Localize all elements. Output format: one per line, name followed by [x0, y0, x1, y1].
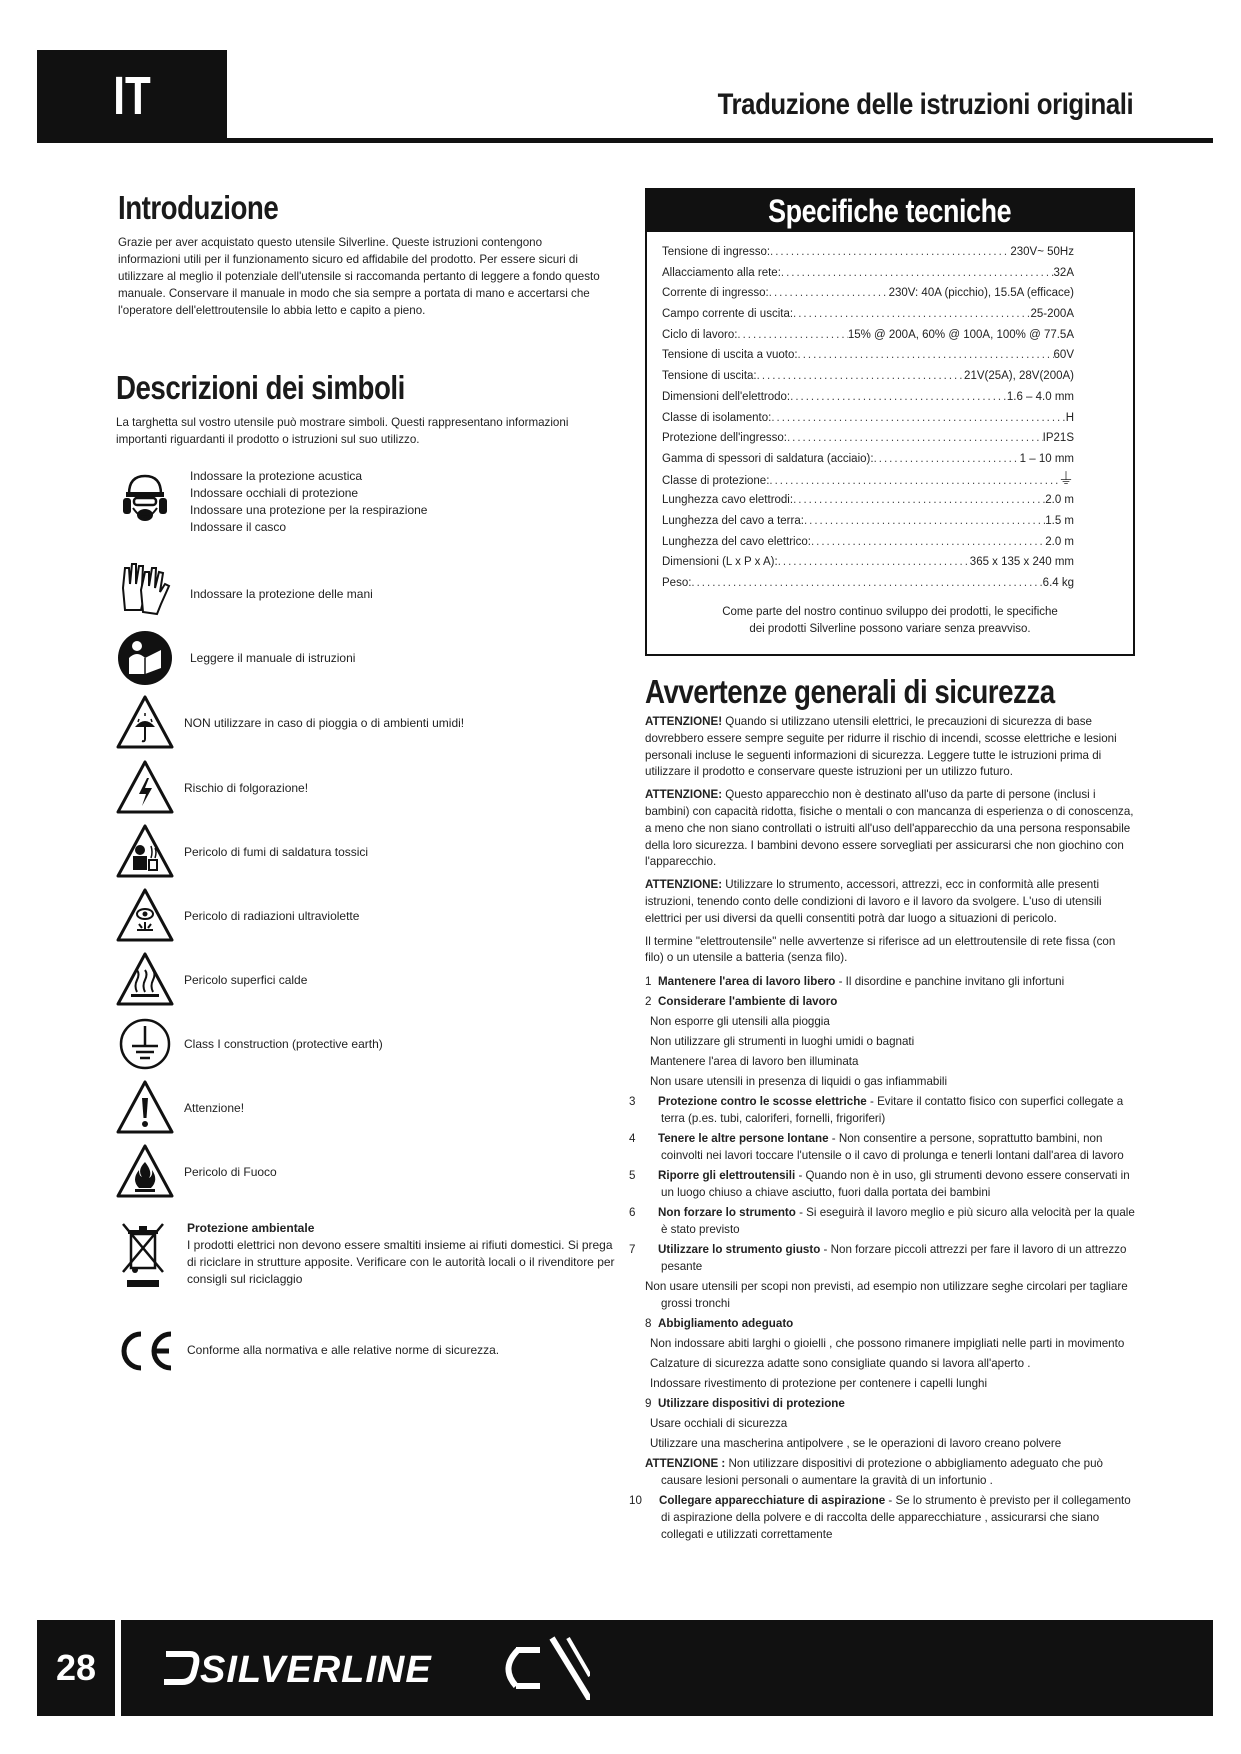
- spec-value: 365 x 135 x 240 mm: [969, 556, 1074, 569]
- item-subline: [645, 1455, 1135, 1489]
- item-title: Tenere le altre persone lontane: [658, 1132, 829, 1146]
- item-number: 3: [629, 1095, 636, 1109]
- spec-value: 25-200A: [1030, 308, 1074, 321]
- spec-value: 1 – 10 mm: [1019, 452, 1074, 465]
- symbol-line: consigli sul riciclaggio: [187, 1272, 303, 1286]
- spec-label: Lunghezza cavo elettrodi:: [662, 494, 794, 507]
- item-text: - Si eseguirà il lavoro meglio e più sicuro alla velocità per la quale è stato previsto: [661, 1206, 1135, 1237]
- protective-earth-icon: [115, 1014, 175, 1074]
- item-title: Utilizzare lo strumento giusto: [658, 1243, 821, 1257]
- spec-value: IP21S: [1042, 432, 1074, 445]
- hot-surface-icon: [115, 950, 175, 1010]
- ppe-head-icon: [115, 468, 175, 528]
- spec-value: 230V: 40A (picchio), 15.5A (efficace): [888, 287, 1074, 300]
- safety-item: [645, 993, 1135, 1010]
- spec-row: [662, 387, 1074, 408]
- item-title: Utilizzare dispositivi di protezione: [658, 1397, 845, 1411]
- spec-row: [662, 428, 1074, 449]
- item-title: Protezione contro le scosse elettriche: [658, 1095, 867, 1109]
- item-text: Non utilizzare dispositivi di protezione o abbigliamento adeguato che può causare lesioni personali o aumentare la gravità di un infortunio .: [661, 1457, 1103, 1488]
- intro-section: [118, 190, 608, 319]
- symbol-line: Indossare una protezione per la respirazione: [190, 503, 428, 517]
- spec-row: [662, 304, 1074, 325]
- spec-label: Classe di isolamento:: [662, 411, 772, 424]
- header-rule: [37, 138, 1213, 143]
- item-subline: Mantenere l'area di lavoro ben illuminata: [650, 1055, 859, 1069]
- toxic-fumes-icon: [115, 822, 175, 882]
- rain-warning-icon: [115, 693, 175, 753]
- symbol-text: Indossare la protezione delle mani: [190, 587, 373, 601]
- safety-paragraph: [645, 787, 1135, 871]
- spec-row: [662, 490, 1074, 511]
- symbol-text: Attenzione!: [184, 1101, 245, 1115]
- specifications-box: [645, 188, 1135, 656]
- spec-value: 1.5 m: [1045, 514, 1074, 527]
- spec-row: [662, 552, 1074, 573]
- item-number: 7: [629, 1243, 636, 1257]
- symbol-title: Protezione ambientale: [187, 1221, 315, 1235]
- warning-icon: [115, 1078, 175, 1138]
- spec-row: [662, 470, 1074, 491]
- page-title: Traduzione delle istruzioni originali: [717, 88, 1133, 121]
- item-subline: Calzature di sicurezza adatte sono consigliate quando si lavora all'aperto .: [650, 1357, 1031, 1371]
- item-subline: Non esporre gli utensili alla pioggia: [650, 1015, 830, 1029]
- paragraph-text: Questo apparecchio non è destinato all'uso da parte di persone (inclusi i bambini) con capacità ridotta, fisiche o mentali o con mancanza di esperienza o di conoscenza, a meno che non siano controllati o istruiti all'uso dell'apparecchio da una persona responsabile della loro sicurezza. I bambini devono essere sorvegliati per assicurarsi che non giochino con l'apparecchio.: [645, 788, 1134, 869]
- item-title: Considerare l'ambiente di lavoro: [658, 995, 838, 1009]
- spec-value: 21V(25A), 28V(200A): [964, 370, 1074, 383]
- item-subline: Non utilizzare gli strumenti in luoghi umidi o bagnati: [650, 1035, 915, 1049]
- warning-label: ATTENZIONE :: [645, 1457, 726, 1471]
- spec-title: Specifiche tecniche: [768, 193, 1012, 229]
- page-number: 28: [55, 1647, 97, 1688]
- item-text: - Evitare il contatto fisico con superfici collegate a terra (p.es. tubi, caloriferi, fornelli, frigoriferi): [661, 1095, 1124, 1126]
- item-title: Riporre gli elettroutensili: [658, 1169, 796, 1183]
- spec-label: Classe di protezione:: [662, 474, 770, 487]
- spec-row: [662, 511, 1074, 532]
- read-manual-icon: [115, 628, 175, 688]
- symbol-text: [190, 468, 427, 536]
- item-number: 4: [629, 1132, 636, 1146]
- symbol-line: Indossare la protezione acustica: [190, 469, 363, 483]
- item-text: - Non forzare piccoli attrezzi per fare il lavoro di un attrezzo pesante: [661, 1243, 1127, 1274]
- symbol-text: Pericolo di radiazioni ultraviolette: [184, 909, 360, 923]
- spec-label: Protezione dell'ingresso:: [662, 432, 787, 445]
- symbol-line: I prodotti elettrici non devono essere smaltiti insieme ai rifiuti domestici. Si prega: [187, 1238, 613, 1252]
- item-title: Mantenere l'area di lavoro libero: [658, 975, 836, 989]
- paragraph-text: Utilizzare lo strumento, accessori, attrezzi, ecc in conformità alle presenti istruzioni, tenendo conto delle condizioni di lavoro e il lavoro da svolgere. L'uso di utensili elettrici per usi diversi da quelli consentiti potrà dar luogo a situazioni di pericolo.: [645, 878, 1102, 925]
- spec-row: [662, 366, 1074, 387]
- intro-text: Grazie per aver acquistato questo utensile Silverline. Queste istruzioni contengono informazioni utili per il funzionamento sicuro ed affidabile del prodotto. Per essere sicuri di utilizzare al meglio il potenziale dell'utensile si raccomanda pertanto di leggere a fondo questo manuale. Conservare il manuale in modo che sia sempre a portata di mano e accertarsi che l'operatore dell'elettroutensile lo abbia letto e capito a pieno.: [118, 236, 600, 317]
- symbols-title: Descrizioni dei simboli: [116, 369, 405, 406]
- spec-note-line: Come parte del nostro continuo sviluppo dei prodotti, le specifiche: [722, 606, 1058, 618]
- fire-hazard-icon: [115, 1142, 175, 1202]
- item-subline: Non indossare abiti larghi o gioielli , che possono rimanere impigliati nelle parti in movimento: [650, 1337, 1125, 1351]
- protective-earth-icon: ⏚: [1057, 470, 1074, 488]
- spec-label: Corrente di ingresso:: [662, 287, 769, 300]
- safety-title: Avvertenze generali di sicurezza: [645, 673, 1055, 710]
- spec-label: Lunghezza del cavo a terra:: [662, 514, 804, 527]
- warning-label: ATTENZIONE:: [645, 788, 723, 802]
- item-subline: Utilizzare una mascherina antipolvere , se le operazioni di lavoro creano polvere: [650, 1437, 1062, 1451]
- warning-label: ATTENZIONE!: [645, 715, 723, 728]
- symbol-text: NON utilizzare in caso di pioggia o di ambienti umidi!: [184, 716, 465, 730]
- safety-paragraph: [645, 877, 1135, 927]
- item-number: 9: [645, 1397, 652, 1411]
- spec-note: [647, 604, 1133, 638]
- logo-text: SILVERLINE: [200, 1649, 432, 1691]
- spec-row: [662, 532, 1074, 553]
- spec-label: Tensione di uscita a vuoto:: [662, 349, 798, 362]
- symbol-text: Conforme alla normativa e alle relative norme di sicurezza.: [187, 1343, 500, 1357]
- symbol-text: Pericolo di fumi di saldatura tossici: [184, 845, 369, 859]
- symbols-text: La targhetta sul vostro utensile può mostrare simboli. Questi rappresentano informazioni importanti riguardanti il prodotto o istruzioni sul suo utilizzo.: [116, 416, 569, 446]
- warning-label: ATTENZIONE:: [645, 878, 723, 892]
- spec-label: Lunghezza del cavo elettrico:: [662, 535, 811, 548]
- spec-row: [662, 263, 1074, 284]
- language-code: IT: [113, 66, 151, 126]
- symbol-line: Indossare il casco: [190, 520, 287, 534]
- safety-paragraph: [645, 714, 1135, 781]
- item-text: - Il disordine e panchine invitano gli infortuni: [835, 975, 1065, 989]
- item-title: Non forzare lo strumento: [658, 1206, 796, 1220]
- symbol-line: di riciclare in strutture apposite. Verificare con le autorità locali o il rivenditore per: [187, 1255, 615, 1269]
- symbols-section: [116, 370, 611, 448]
- symbol-text: Pericolo di Fuoco: [184, 1165, 277, 1179]
- item-subline: Indossare rivestimento di protezione per contenere i capelli lunghi: [650, 1377, 988, 1391]
- item-text: - Non consentire a persone, soprattutto bambini, non coinvolti nei lavori toccare l'utensile o il cavo di prolunga e tenerli lontani dall'area di lavoro: [661, 1132, 1124, 1163]
- spec-row: [662, 325, 1074, 346]
- safety-item: [645, 1315, 1135, 1332]
- item-subline: Non usare utensili in presenza di liquidi o gas infiammabili: [650, 1075, 948, 1089]
- spec-value: 32A: [1053, 266, 1074, 279]
- ce-mark-icon: [115, 1328, 177, 1374]
- symbol-text: Leggere il manuale di istruzioni: [190, 651, 356, 665]
- spec-row: [662, 573, 1074, 594]
- spec-header: [647, 190, 1133, 232]
- spec-label: Allacciamento alla rete:: [662, 266, 781, 279]
- spec-label: Gamma di spessori di saldatura (acciaio):: [662, 452, 874, 465]
- safety-item: [645, 1395, 1135, 1412]
- electric-shock-icon: [115, 758, 175, 818]
- weee-bin-icon: [119, 1220, 167, 1292]
- spec-row: [662, 283, 1074, 304]
- item-text: - Se lo strumento è previsto per il collegamento di aspirazione della polvere e di raccolta delle apparecchiature , assicurarsi che siano collegati e utilizzati correttamente: [661, 1494, 1131, 1542]
- uv-radiation-icon: [115, 886, 175, 946]
- symbol-text: Class I construction (protective earth): [184, 1037, 383, 1051]
- spec-value: 1.6 – 4.0 mm: [1006, 390, 1074, 403]
- item-number: 1: [645, 975, 652, 989]
- intro-title: Introduzione: [118, 189, 279, 226]
- safety-item: [645, 973, 1135, 990]
- item-text: - Quando non è in uso, gli strumenti devono essere conservati in un luogo chiuso a chiave asciutto, fuori dalla portata dei bambini: [661, 1169, 1130, 1200]
- spec-label: Campo corrente di uscita:: [662, 308, 794, 321]
- safety-item: [629, 1167, 1135, 1201]
- footer-divider: [115, 1620, 121, 1716]
- item-number: 5: [629, 1169, 636, 1183]
- spec-row: [662, 408, 1074, 429]
- symbol-line: Indossare occhiali di protezione: [190, 486, 359, 500]
- safety-section: [629, 673, 1135, 1546]
- spec-value: H: [1065, 411, 1074, 424]
- item-subline: Non usare utensili per scopi non previsti, ad esempio non utilizzare seghe circolari per tagliare grossi tronchi: [645, 1280, 1128, 1311]
- paragraph-text: Quando si utilizzano utensili elettrici, le precauzioni di sicurezza di base dovrebbero essere sempre seguite per ridurre il rischio di incendi, scosse elettriche e lesioni personali incluse le seguenti informazioni di sicurezza. Leggere tutte le istruzioni prima di utilizzare il prodotto e conservare queste istruzioni per un utilizzo futuro.: [645, 715, 1117, 779]
- item-title: Collegare apparecchiature di aspirazione: [659, 1494, 886, 1508]
- symbol-text: [187, 1220, 615, 1288]
- item-title: Abbigliamento adeguato: [658, 1317, 794, 1331]
- spec-label: Ciclo di lavoro:: [662, 328, 738, 341]
- safety-item: [629, 1492, 1135, 1543]
- spec-label: Tensione di uscita:: [662, 370, 757, 383]
- spec-row: [662, 449, 1074, 470]
- spec-label: Tensione di ingresso:: [662, 246, 771, 258]
- spec-value: 6.4 kg: [1042, 577, 1074, 589]
- symbol-text: Pericolo superfici calde: [184, 973, 308, 987]
- spec-label: Peso:: [662, 577, 692, 589]
- spec-note-line: dei prodotti Silverline possono variare senza preavviso.: [749, 623, 1031, 635]
- spec-label: Dimensioni dell'elettrodo:: [662, 390, 791, 403]
- spec-value: 2.0 m: [1045, 494, 1074, 507]
- symbol-text: Rischio di folgorazione!: [184, 781, 309, 795]
- gloves-icon: [115, 560, 175, 620]
- item-number: 8: [645, 1317, 652, 1331]
- silverline-logo: [160, 1636, 590, 1700]
- spec-value: 230V~ 50Hz: [1010, 246, 1074, 258]
- item-number: 6: [629, 1206, 636, 1220]
- spec-value: 15% @ 200A, 60% @ 100A, 100% @ 77.5A: [847, 328, 1074, 341]
- spec-value: 2.0 m: [1045, 535, 1074, 548]
- item-number: 10: [629, 1494, 642, 1508]
- safety-paragraph: Il termine "elettroutensile" nelle avvertenze si riferisce ad un elettroutensile di rete fissa (con filo) o un utensile a batteria (senza filo).: [645, 934, 1116, 965]
- safety-item: [629, 1241, 1135, 1275]
- spec-table: [662, 242, 1074, 594]
- spec-label: Dimensioni (L x P x A):: [662, 556, 778, 569]
- spec-row: [662, 242, 1074, 263]
- safety-item: [629, 1204, 1135, 1238]
- spec-value: 60V: [1053, 349, 1074, 362]
- safety-item: [629, 1130, 1135, 1164]
- safety-item: [629, 1093, 1135, 1127]
- item-subline: Usare occhiali di sicurezza: [650, 1417, 788, 1431]
- spec-row: [662, 345, 1074, 366]
- item-number: 2: [645, 995, 652, 1009]
